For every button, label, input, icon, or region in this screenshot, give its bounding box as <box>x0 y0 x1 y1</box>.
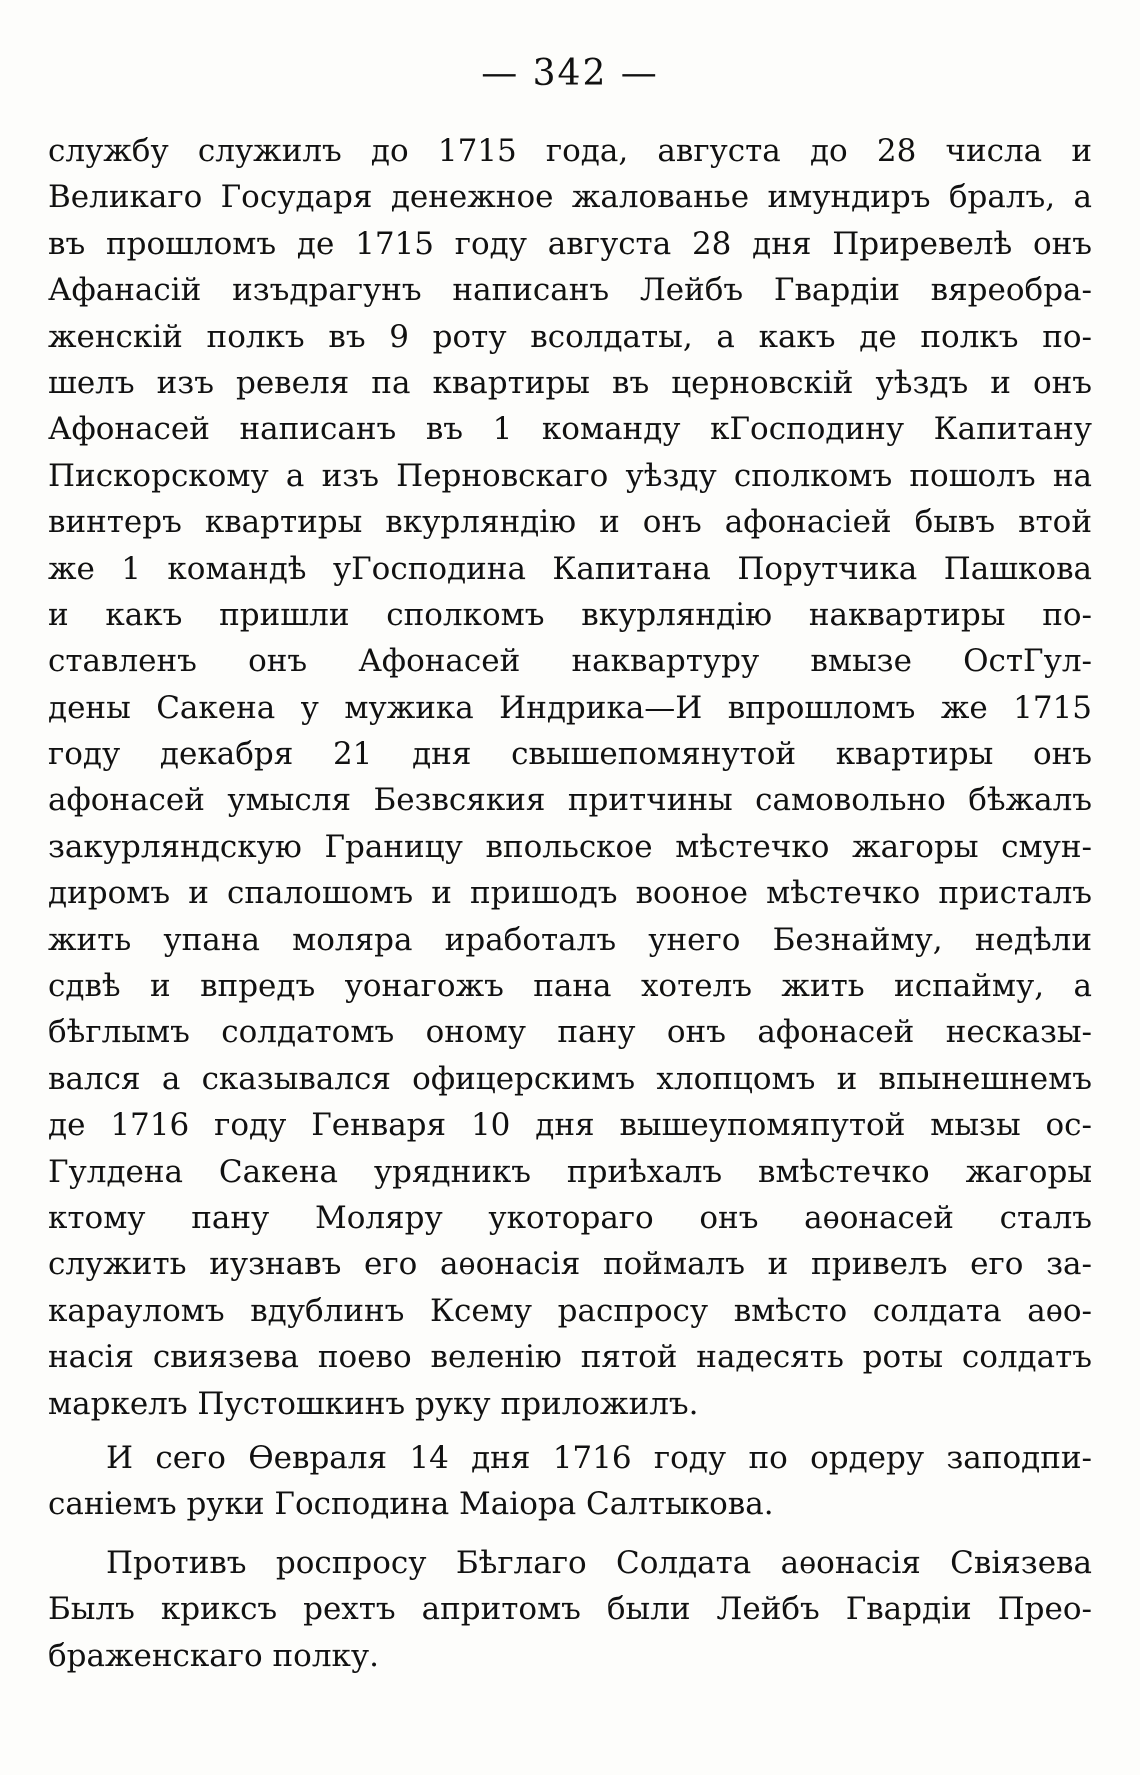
text-line: дены Сакена у мужика Индрика—И впрошломъ же 1715 <box>48 689 1092 726</box>
text-line: Великаго Государя денежное жалованье имундиръ бралъ, а <box>48 179 1092 216</box>
text-line: Гулдена Сакена урядникъ приѣхалъ вмѣстечко жагоры <box>48 1153 1092 1190</box>
text-line: службу служилъ до 1715 года, августа до 28 числа и <box>48 133 1092 169</box>
text-line: въ прошломъ де 1715 году августа 28 дня Приревелѣ онъ <box>48 225 1092 262</box>
text-line: Противъ роспросу Бѣглаго Солдата аѳонасія Свіязева <box>106 1544 1092 1581</box>
page-number: — 342 — <box>481 53 659 94</box>
text-line: шелъ изъ ревеля па квартиры въ церновскій уѣздъ и онъ <box>48 364 1092 401</box>
text-line: диромъ и спалошомъ и пришодъ вооное мѣстечко присталъ <box>48 875 1092 912</box>
text-line: году декабря 21 дня свышепомянутой квартиры онъ <box>48 736 1092 773</box>
text-line: саніемъ руки Господина Маіора Салтыкова. <box>48 1486 774 1523</box>
text-line: же 1 командѣ уГосподина Капитана Порутчика Пашкова <box>48 550 1092 587</box>
text-line: Афанасій изъдрагунъ написанъ Лейбъ Гвардіи вяреобра- <box>48 272 1092 309</box>
text-line: сдвѣ и впредъ уонагожъ пана хотелъ жить испайму, а <box>48 968 1092 1005</box>
text-line: Былъ криксъ рехтъ апритомъ были Лейбъ Гвардіи Прео- <box>48 1591 1092 1628</box>
text-line: закурляндскую Границу впольское мѣстечко жагоры смун- <box>48 828 1092 865</box>
paragraph-interrogation <box>48 1540 1092 1679</box>
text-line: карауломъ вдублинъ Ксему распросу вмѣсто солдата аѳо- <box>48 1292 1092 1329</box>
text-line: Афонасей написанъ въ 1 команду кГосподину Капитану <box>48 411 1092 448</box>
text-line: насія свиязева поево веленію пятой надесять роты солдатъ <box>48 1339 1092 1376</box>
text-line: вался а сказывался офицерскимъ хлопцомъ и впынешнемъ <box>48 1060 1092 1097</box>
text-line: жить упана моляра иработалъ унего Безнайму, недѣли <box>48 921 1092 958</box>
text-line: и какъ пришли сполкомъ вкурляндію наквартиры по- <box>48 596 1092 633</box>
text-line: браженскаго полку. <box>48 1637 379 1674</box>
text-line: маркелъ Пустошкинъ руку приложилъ. <box>48 1385 699 1422</box>
text-line: афонасей умысля Безвсякия притчины самовольно бѣжалъ <box>48 782 1092 819</box>
text-line: де 1716 году Генваря 10 дня вышеупомяпутой мызы ос- <box>48 1107 1092 1144</box>
text-line: женскій полкъ въ 9 роту всолдаты, а какъ де полкъ по- <box>48 318 1092 355</box>
text-line: Пискорскому а изъ Перновскаго уѣзду сполкомъ пошолъ на <box>48 457 1092 494</box>
text-line: И сего Ѳевраля 14 дня 1716 году по ордеру заподпи- <box>106 1439 1092 1476</box>
body-text <box>48 128 1092 1679</box>
paragraph-order <box>48 1435 1092 1528</box>
text-line: ктому пану Моляру укотораго онъ аѳонасей сталъ <box>48 1199 1092 1236</box>
paragraph-testimony <box>48 128 1092 1427</box>
text-line: бѣглымъ солдатомъ оному пану онъ афонасей несказы- <box>48 1014 1092 1051</box>
text-line: ставленъ онъ Афонасей наквартуру вмызе ОстГул- <box>48 643 1092 680</box>
text-line: винтеръ квартиры вкурляндію и онъ афонасіей бывъ втой <box>48 504 1092 541</box>
text-line: служить иузнавъ его аѳонасія поймалъ и привелъ его за- <box>48 1246 1092 1283</box>
